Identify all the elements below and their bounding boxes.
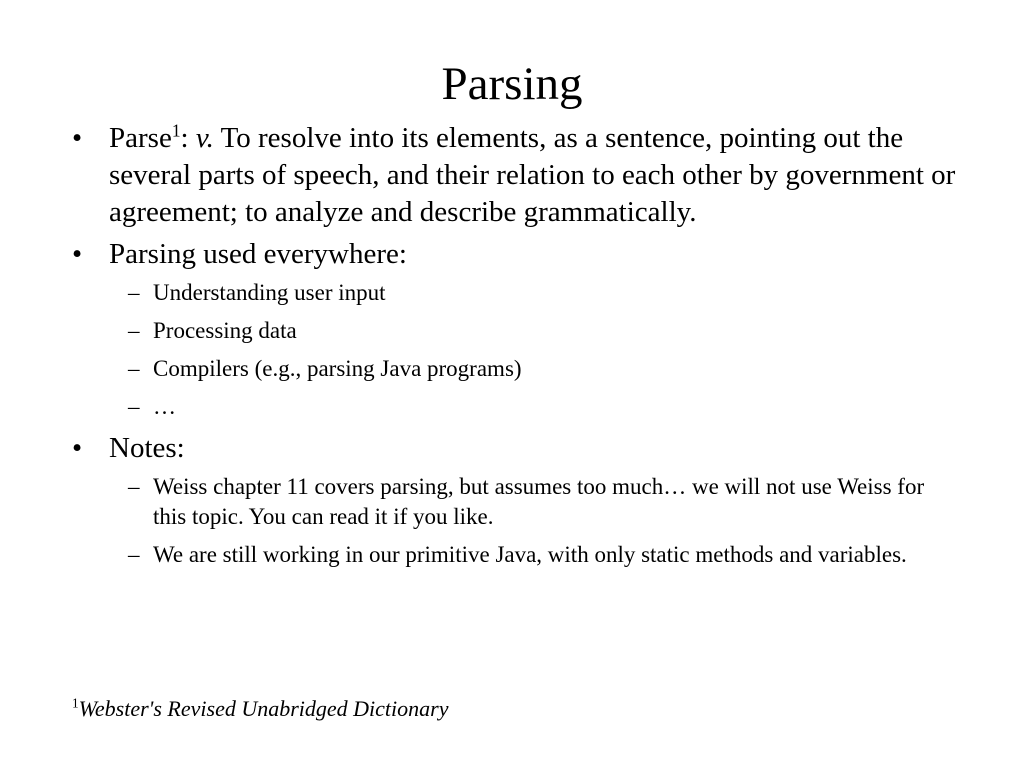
sub-item-text: Compilers (e.g., parsing Java programs) [153,356,522,381]
sub-item-text: Processing data [153,318,297,343]
footnote [72,694,448,724]
sub-item-text: Weiss chapter 11 covers parsing, but assumes too much… we will not use Weiss for this topic. You can read it if you like. [153,474,925,529]
bullet-symbol: • [72,238,83,270]
footnote-number: 1 [72,695,79,711]
sub-item-text: … [153,394,176,419]
bullet-symbol: • [72,122,83,154]
definition-term: Parse [109,122,172,154]
slide-body [72,120,962,578]
sub-item [72,316,962,346]
dash-symbol: – [128,356,140,381]
sub-item-text: Understanding user input [153,280,386,305]
dash-symbol: – [128,542,140,567]
dash-symbol: – [128,474,140,499]
definition-colon: : [180,122,189,154]
slide-title: Parsing [441,58,583,110]
part-of-speech: v. [195,122,214,154]
dash-symbol: – [128,280,140,305]
sub-list-parsing-used [72,278,962,422]
definition-text: To resolve into its elements, as a sentence, pointing out the several parts of speech, and their relation to each other by government or agreement; to analyze and describe grammatically. [109,122,956,228]
bullet-text: Notes: [109,432,185,464]
footnote-text: Webster's Revised Unabridged Dictionary [78,696,449,721]
bullet-symbol: • [72,432,83,464]
sub-item [72,354,962,384]
bullet-text: Parsing used everywhere: [109,238,407,270]
sub-item-text: We are still working in our primitive Java, with only static methods and variables. [153,542,907,567]
bullet-definition [72,120,962,231]
sub-item [72,540,962,570]
sub-item [72,392,962,422]
sub-list-notes [72,472,962,570]
sub-item [72,472,962,532]
dash-symbol: – [128,394,140,419]
bullet-parsing-used [72,236,962,273]
footnote-marker: 1 [171,120,181,141]
sub-item [72,278,962,308]
bullet-notes [72,430,962,467]
dash-symbol: – [128,318,140,343]
